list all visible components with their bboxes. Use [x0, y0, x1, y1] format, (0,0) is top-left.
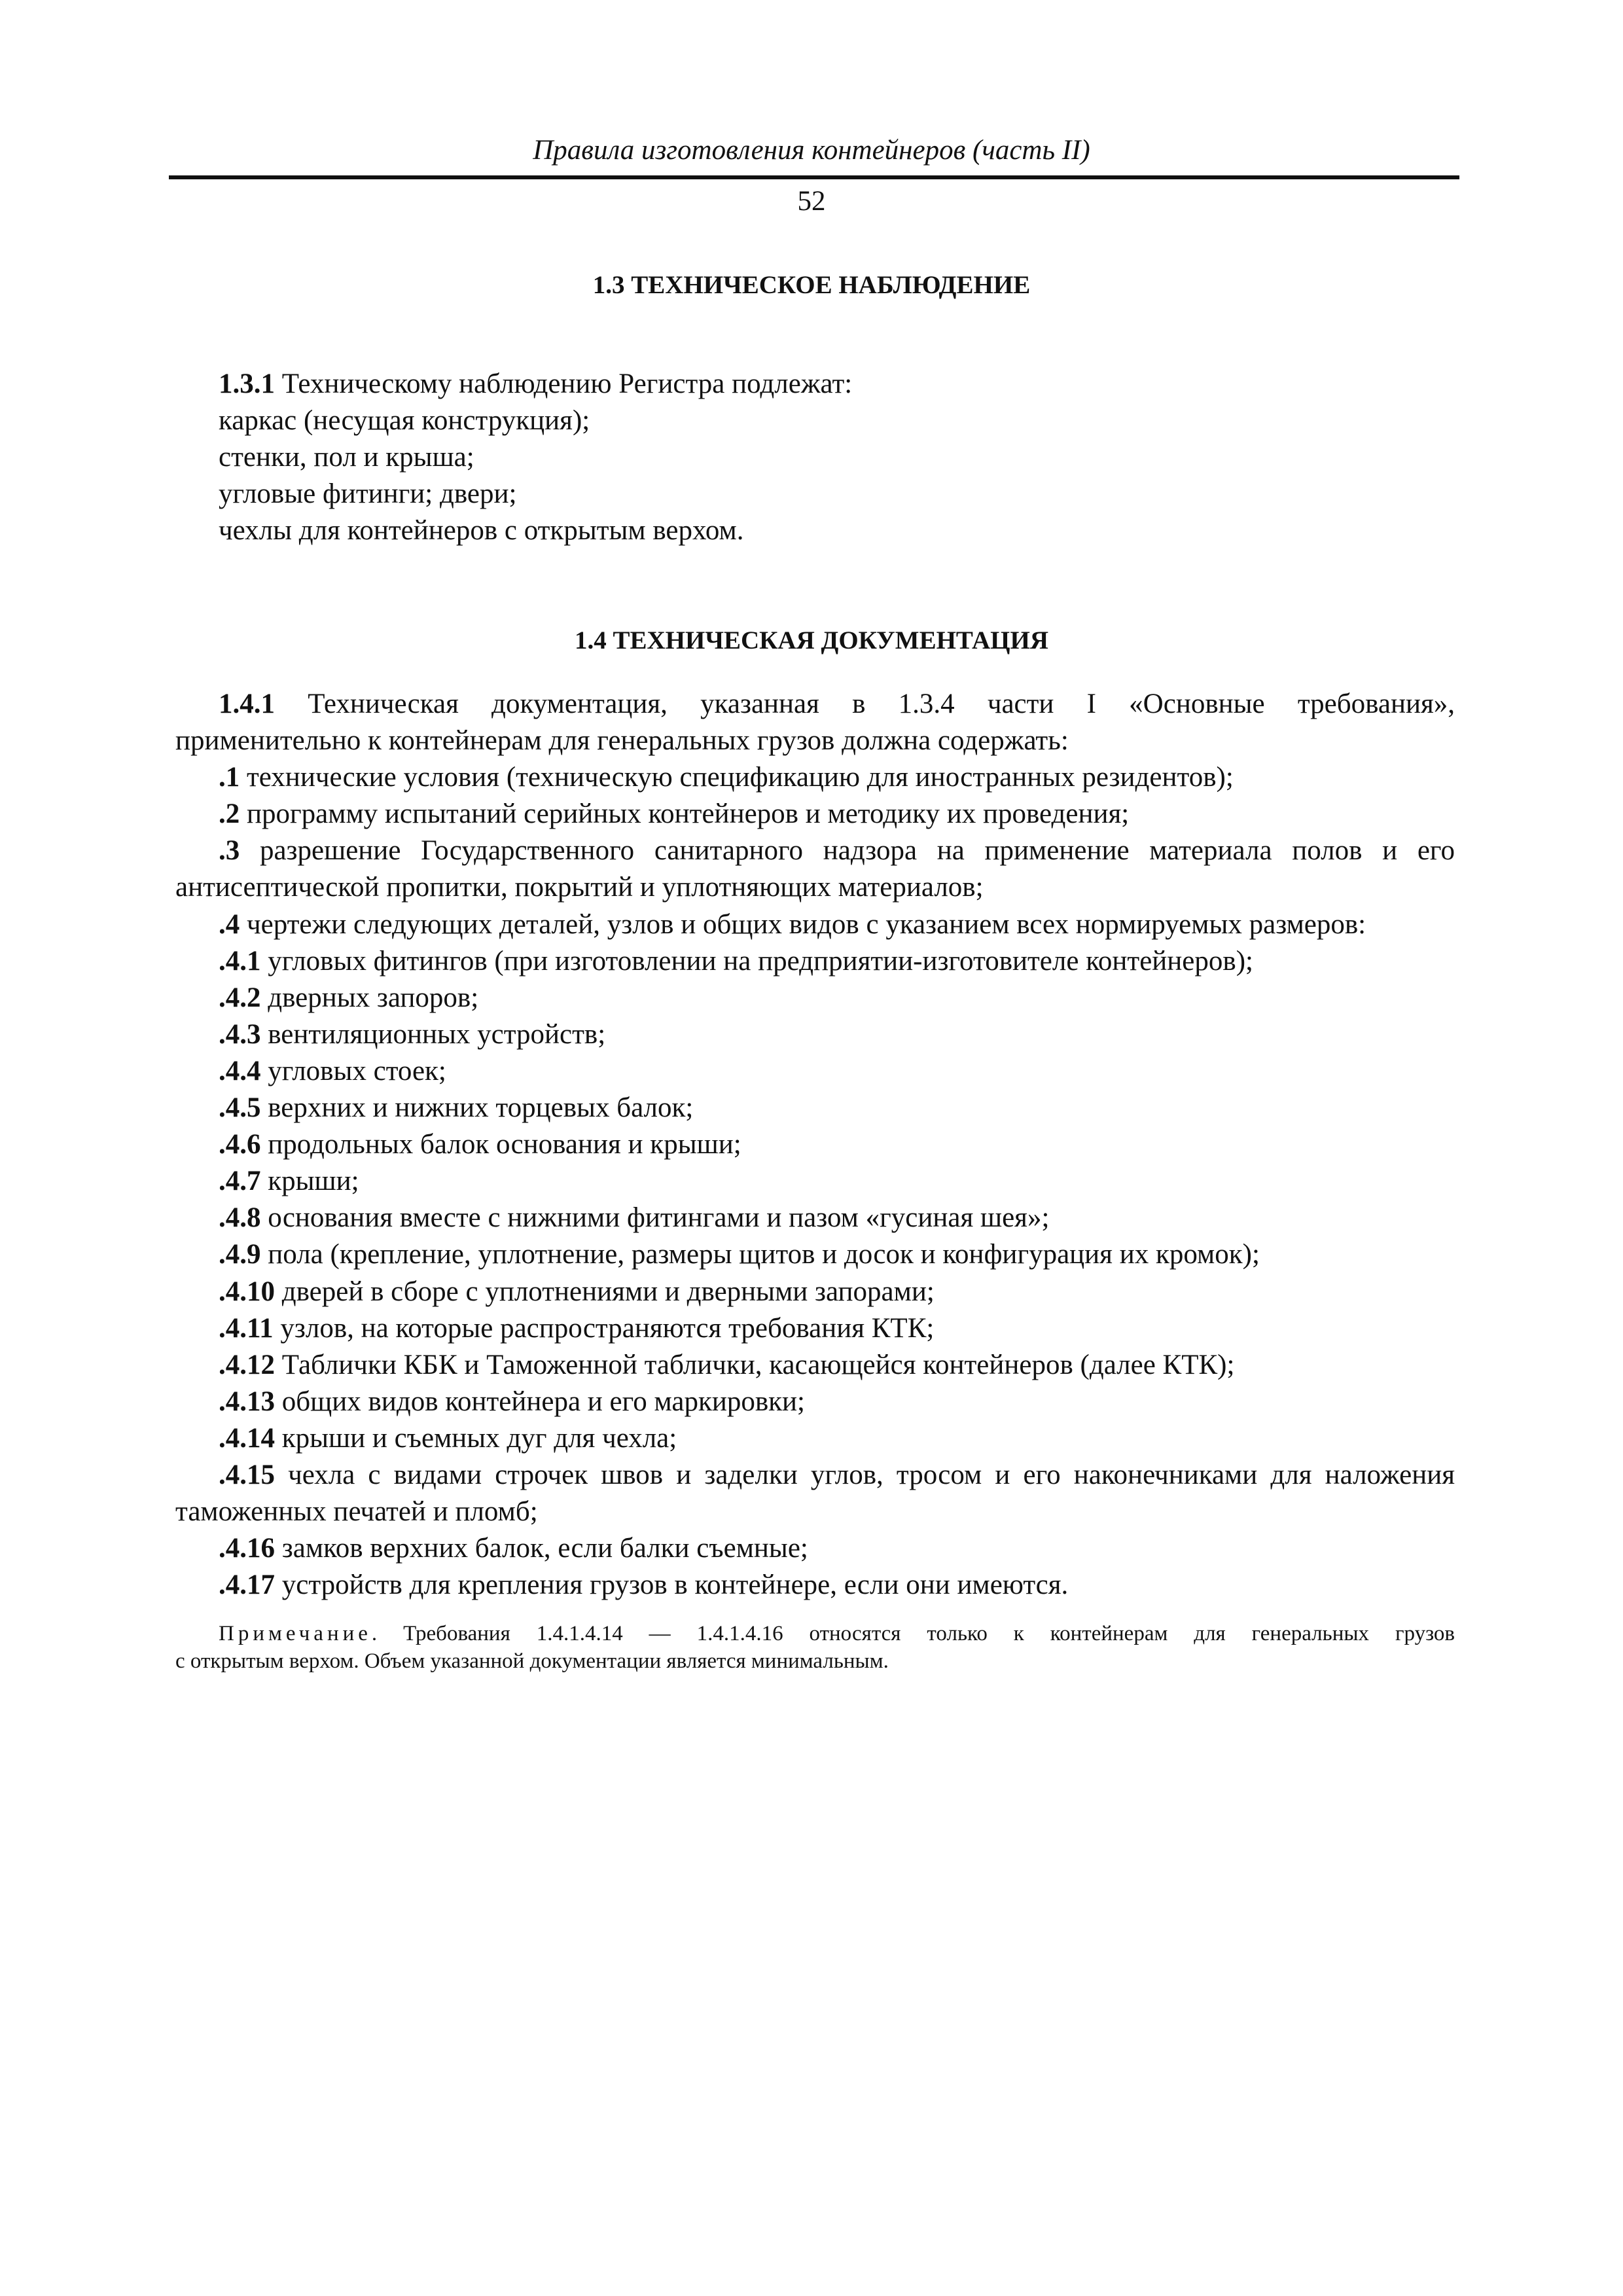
item-number: .2	[219, 798, 240, 830]
list-item-continuation: таможенных печатей и пломб;	[175, 1496, 538, 1528]
list-item	[175, 1200, 1455, 1236]
item-text: крыши;	[260, 1166, 359, 1197]
item-number: .4.16	[219, 1533, 275, 1564]
item-number: .4.15	[219, 1459, 275, 1490]
paragraph-1-4-1	[175, 686, 1455, 723]
item-text: продольных балок основания и крыши;	[260, 1129, 741, 1160]
header-divider	[169, 175, 1459, 179]
item-text: узлов, на которые распространяются требования КТК;	[273, 1312, 935, 1344]
list-line: каркас (несущая конструкция);	[219, 405, 590, 437]
list-item	[175, 833, 1455, 869]
item-text: общих видов контейнера и его маркировки;	[275, 1386, 806, 1417]
list-item	[175, 1274, 1455, 1310]
list-item	[175, 1567, 1455, 1604]
list-item-continuation: антисептической пропитки, покрытий и уплотняющих материалов;	[175, 872, 984, 903]
item-text: разрешение Государственного санитарного надзора на применение материала полов и его	[240, 835, 1455, 867]
item-number: .4.9	[219, 1239, 261, 1270]
item-number: .4.11	[219, 1312, 274, 1344]
section-1-4-body	[175, 686, 1455, 1604]
item-number: .4.17	[219, 1570, 275, 1601]
item-text: вентиляционных устройств;	[260, 1018, 606, 1050]
item-text: программу испытаний серийных контейнеров и методику их проведения;	[240, 798, 1130, 830]
list-item	[175, 943, 1455, 980]
section-heading-1-3: 1.3 ТЕХНИЧЕСКОЕ НАБЛЮДЕНИЕ	[592, 271, 1031, 299]
item-number: .4.8	[219, 1202, 261, 1234]
item-number: .4.2	[219, 982, 261, 1013]
item-number: .4.3	[219, 1018, 261, 1050]
item-number: .4.10	[219, 1276, 275, 1307]
item-text: угловых стоек;	[260, 1055, 446, 1086]
note-text: . Требования 1.4.1.4.14 — 1.4.1.4.16 относятся только к контейнерам для генеральных грузов	[371, 1622, 1455, 1645]
list-item	[175, 906, 1455, 943]
list-line: чехлы для контейнеров с открытым верхом.	[219, 515, 744, 547]
item-text: устройств для крепления грузов в контейнере, если они имеются.	[275, 1570, 1069, 1601]
item-text: крыши и съемных дуг для чехла;	[275, 1422, 677, 1454]
item-text: дверных запоров;	[260, 982, 479, 1013]
note-continuation: с открытым верхом. Объем указанной документации является минимальным.	[175, 1649, 889, 1673]
list-item	[175, 1347, 1455, 1384]
item-text: угловых фитингов (при изготовлении на предприятии-изготовителе контейнеров);	[260, 945, 1253, 977]
item-number: .4.13	[219, 1386, 275, 1417]
page-number: 52	[797, 186, 826, 217]
list-item	[175, 1236, 1455, 1273]
item-text: чертежи следующих деталей, узлов и общих видов с указанием всех нормируемых размеров:	[240, 908, 1366, 940]
paragraph-continuation: применительно к контейнерам для генеральных грузов должна содержать:	[175, 725, 1069, 757]
list-item	[175, 1384, 1455, 1420]
list-item	[175, 1053, 1455, 1090]
list-item	[175, 1090, 1455, 1126]
item-number: .4.5	[219, 1092, 261, 1124]
list-item	[175, 1126, 1455, 1163]
item-text: основания вместе с нижними фитингами и пазом «гусиная шея»;	[260, 1202, 1050, 1234]
note-line	[175, 1620, 1455, 1647]
list-line: угловые фитинги; двери;	[219, 478, 517, 510]
item-number: .3	[219, 835, 240, 867]
list-item	[175, 1163, 1455, 1200]
item-number: .4	[219, 908, 240, 940]
section-heading-1-4: 1.4 ТЕХНИЧЕСКАЯ ДОКУМЕНТАЦИЯ	[574, 626, 1049, 655]
note-label: Примечание	[219, 1622, 372, 1645]
list-item	[175, 759, 1455, 796]
list-item	[175, 980, 1455, 1016]
item-text: пола (крепление, уплотнение, размеры щитов и досок и конфигурация их кромок);	[260, 1239, 1260, 1270]
list-item	[175, 1457, 1455, 1494]
item-number: .4.1	[219, 945, 261, 977]
item-number: .1	[219, 762, 240, 793]
paragraph-number: 1.3.1	[219, 368, 275, 399]
paragraph-text: Техническая документация, указанная в 1.3.4 части I «Основные требования»,	[275, 689, 1455, 719]
list-item	[175, 796, 1455, 833]
item-text: верхних и нижних торцевых балок;	[260, 1092, 694, 1124]
list-item	[175, 1530, 1455, 1567]
list-item	[175, 1016, 1455, 1053]
paragraph-text: Техническому наблюдению Регистра подлежат:	[275, 368, 853, 399]
section-1-3-body	[175, 366, 1455, 549]
paragraph-1-3-1	[175, 366, 1455, 403]
item-number: .4.4	[219, 1055, 261, 1086]
item-number: .4.6	[219, 1129, 261, 1160]
item-text: Таблички КБК и Таможенной таблички, касающейся контейнеров (далее КТК);	[275, 1349, 1235, 1380]
item-number: .4.14	[219, 1422, 275, 1454]
item-text: технические условия (техническую спецификацию для иностранных резидентов);	[240, 762, 1234, 793]
item-text: замков верхних балок, если балки съемные;	[275, 1533, 808, 1564]
item-number: .4.7	[219, 1166, 261, 1197]
note	[175, 1620, 1455, 1675]
item-text: чехла с видами строчек швов и заделки углов, тросом и его наконечниками для наложения	[275, 1459, 1455, 1490]
header-title: Правила изготовления контейнеров (часть II)	[533, 135, 1090, 166]
list-item	[175, 1310, 1455, 1347]
item-number: .4.12	[219, 1349, 275, 1380]
item-text: дверей в сборе с уплотнениями и дверными запорами;	[275, 1276, 935, 1307]
paragraph-number: 1.4.1	[219, 689, 275, 719]
list-line: стенки, пол и крыша;	[219, 442, 474, 473]
list-item	[175, 1420, 1455, 1457]
